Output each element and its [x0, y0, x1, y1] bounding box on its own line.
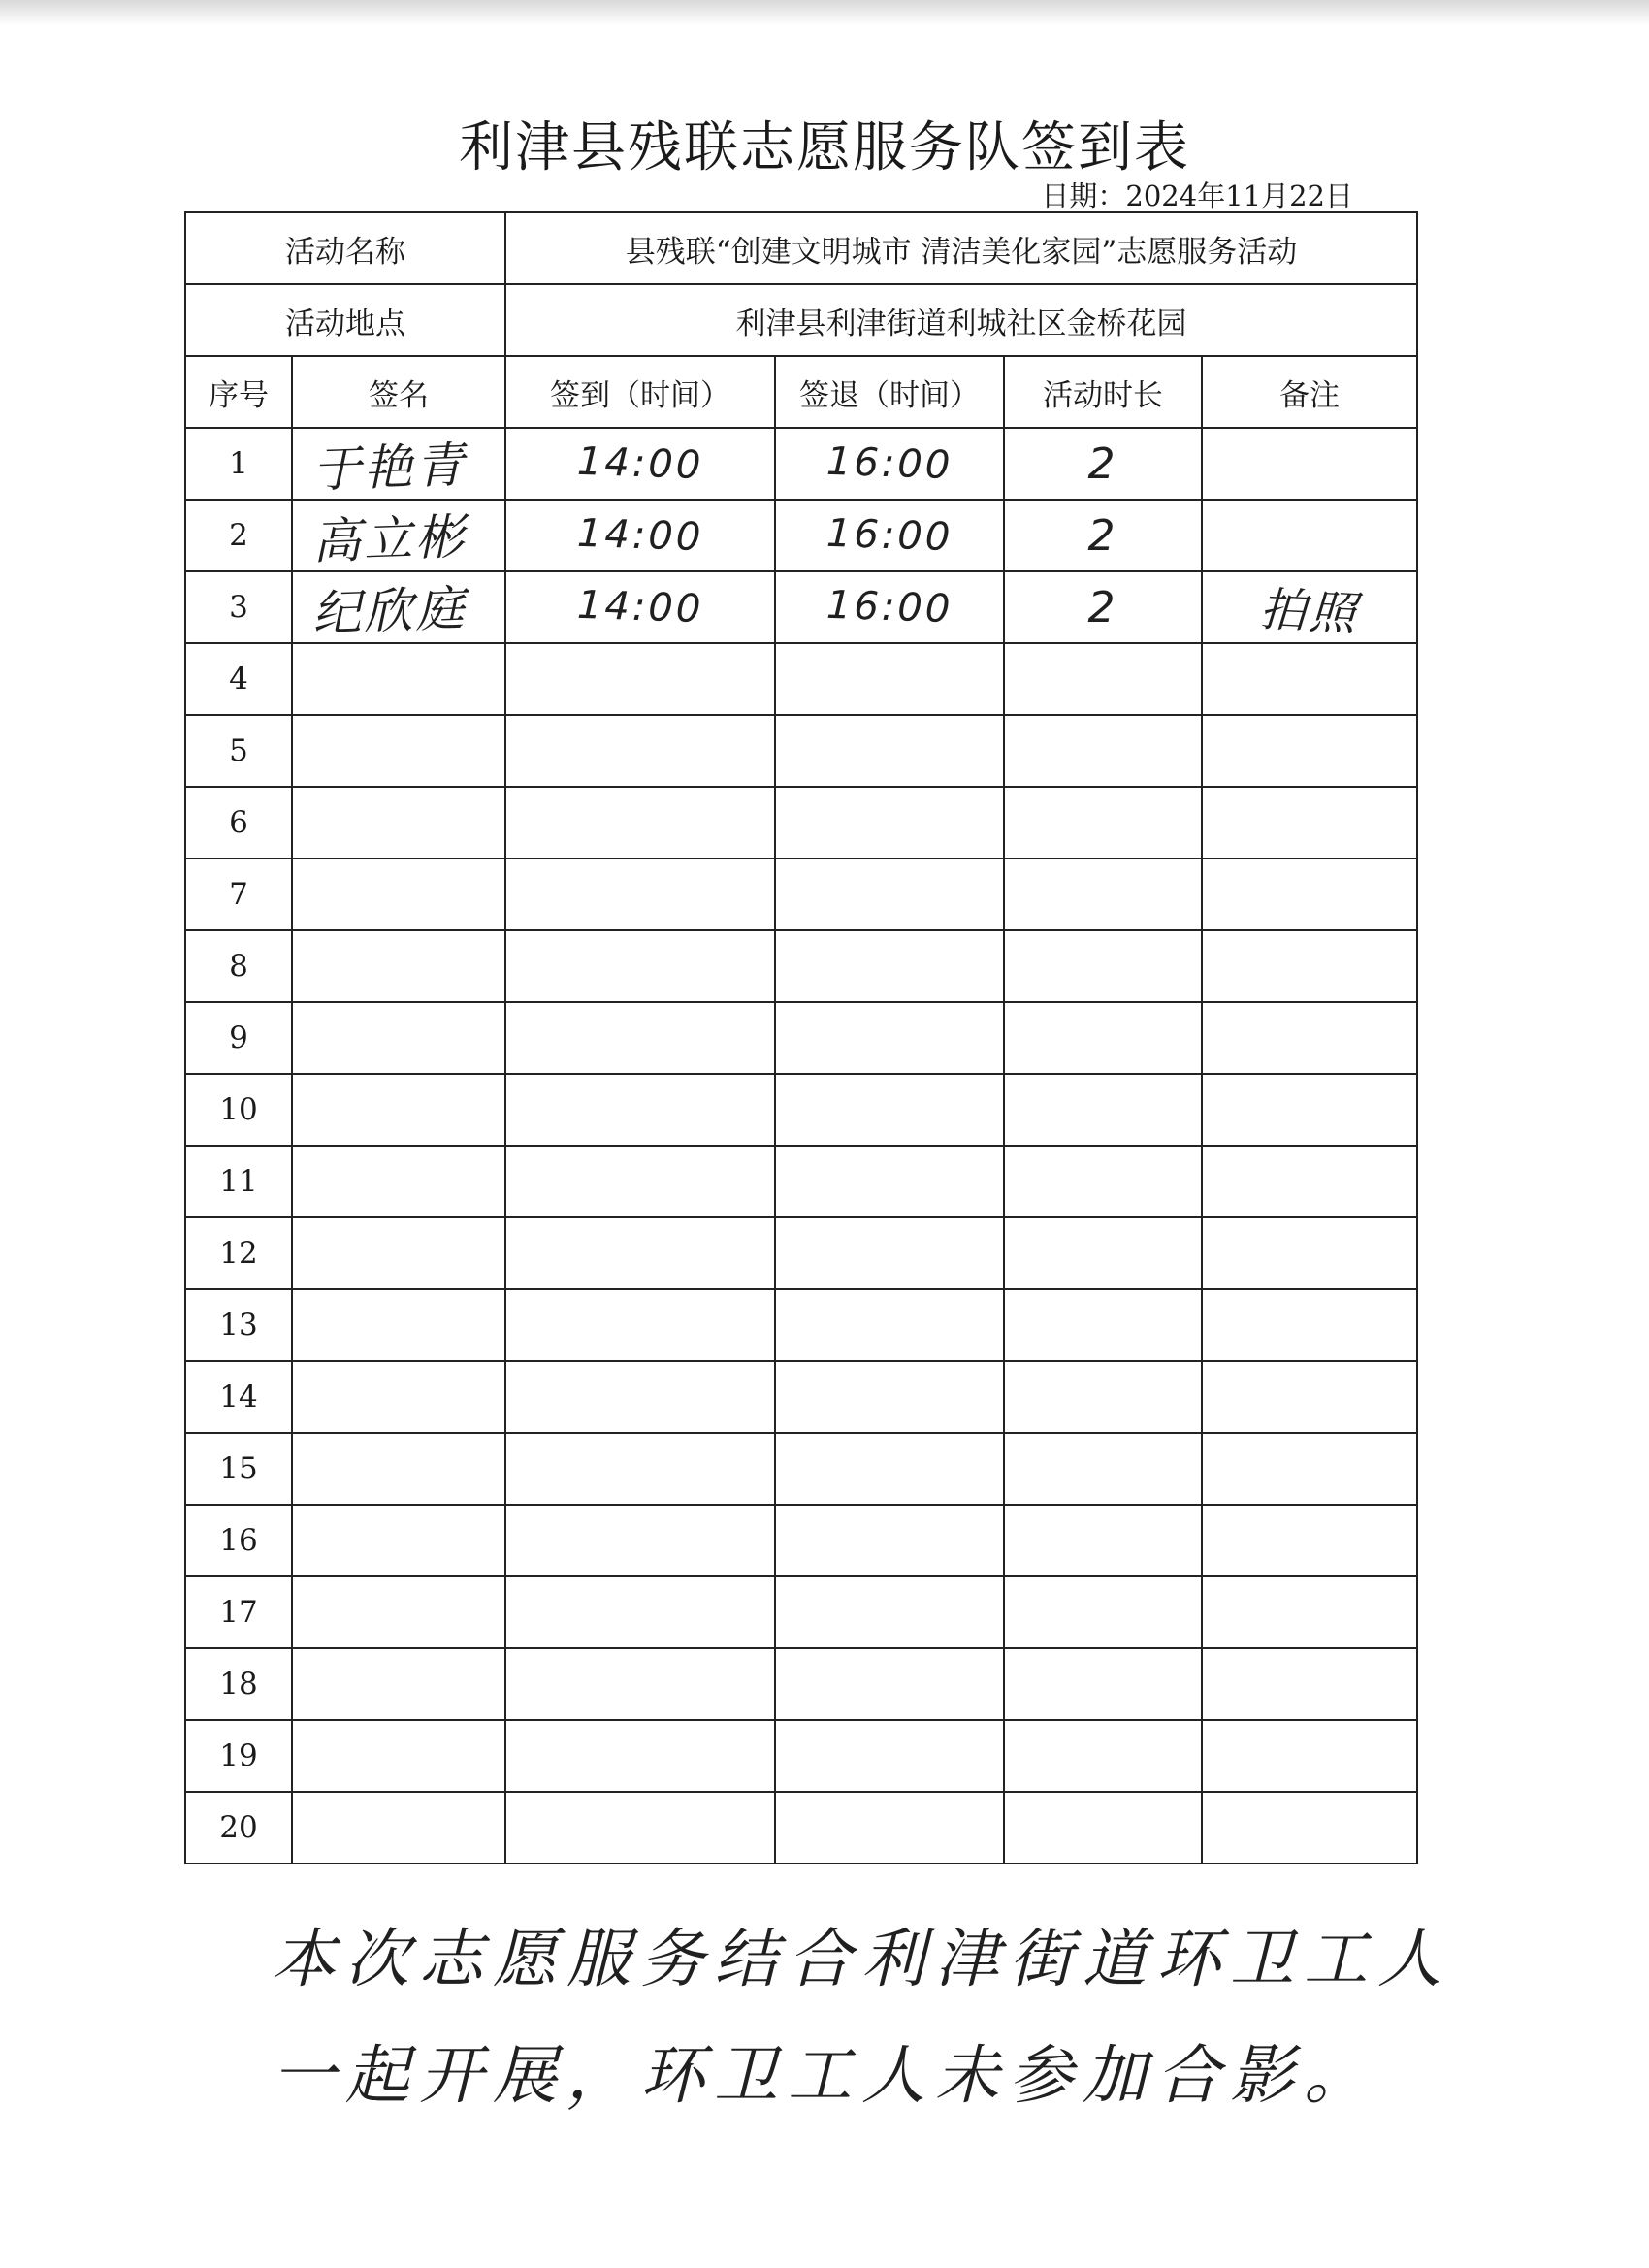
- note-cell: [1202, 1648, 1417, 1720]
- note-cell: [1202, 1002, 1417, 1074]
- row-number: 4: [185, 643, 292, 715]
- sign-out-cell: [775, 1505, 1004, 1576]
- column-header-sign-out: 签退（时间）: [775, 356, 1004, 428]
- sign-out-cell: [775, 1146, 1004, 1217]
- signature-cell: [292, 1576, 505, 1648]
- duration-cell: [1004, 859, 1202, 930]
- table-row: [185, 787, 1417, 859]
- table-header-row: [185, 356, 1417, 428]
- page-title: 利津县残联志愿服务队签到表: [459, 116, 1190, 179]
- sign-in-cell: [505, 859, 775, 930]
- note-cell: [1202, 859, 1417, 930]
- signature-cell: [292, 428, 505, 500]
- table-row: [185, 571, 1417, 643]
- note-cell: [1202, 1576, 1417, 1648]
- note-cell: [1202, 500, 1417, 571]
- row-number: 9: [185, 1002, 292, 1074]
- sign-in-cell: [505, 1074, 775, 1146]
- signature-handwriting: 高立彬: [310, 508, 468, 570]
- signature-cell: [292, 1433, 505, 1505]
- sign-out-cell: [775, 1217, 1004, 1289]
- row-number: 15: [185, 1433, 292, 1505]
- row-number: 10: [185, 1074, 292, 1146]
- sign-in-cell: [505, 1792, 775, 1863]
- note-handwriting: 拍照: [1258, 581, 1361, 642]
- sign-in-cell: [505, 1289, 775, 1361]
- signature-cell: [292, 1361, 505, 1433]
- signature-cell: [292, 1648, 505, 1720]
- sign-out-cell: [775, 859, 1004, 930]
- sign-in-cell: [505, 571, 775, 643]
- sign-in-cell: [505, 1433, 775, 1505]
- table-row: [185, 643, 1417, 715]
- signature-cell: [292, 1720, 505, 1792]
- sign-out-cell: [775, 1576, 1004, 1648]
- sign-in-cell: [505, 1648, 775, 1720]
- note-cell: [1202, 930, 1417, 1002]
- signature-cell: [292, 859, 505, 930]
- sign-in-cell: [505, 643, 775, 715]
- row-number: 5: [185, 715, 292, 787]
- activity-location-row: [185, 284, 1417, 356]
- table-row: [185, 1433, 1417, 1505]
- sign-in-cell: [505, 787, 775, 859]
- signature-cell: [292, 500, 505, 571]
- note-cell: [1202, 1505, 1417, 1576]
- sign-out-cell: [775, 1074, 1004, 1146]
- duration-cell: [1004, 1217, 1202, 1289]
- row-number: 3: [185, 571, 292, 643]
- sign-out-handwriting: 16:00: [825, 582, 954, 632]
- sign-in-handwriting: 14:00: [576, 510, 704, 561]
- duration-cell: [1004, 1002, 1202, 1074]
- duration-handwriting: 2: [1087, 582, 1118, 632]
- sheet-date: 日期：2024年11月22日: [1041, 179, 1353, 212]
- sign-out-cell: [775, 1002, 1004, 1074]
- note-cell: [1202, 1361, 1417, 1433]
- sign-in-cell: [505, 1576, 775, 1648]
- activity-location-label: 活动地点: [185, 284, 505, 356]
- note-cell: [1202, 428, 1417, 500]
- sign-in-table: [184, 211, 1418, 1864]
- sign-out-cell: [775, 1361, 1004, 1433]
- table-row: [185, 1289, 1417, 1361]
- sign-out-cell: [775, 1792, 1004, 1863]
- duration-cell: [1004, 787, 1202, 859]
- duration-cell: [1004, 1361, 1202, 1433]
- table-row: [185, 1217, 1417, 1289]
- duration-cell: [1004, 715, 1202, 787]
- sign-in-cell: [505, 1002, 775, 1074]
- table-row: [185, 1002, 1417, 1074]
- table-row: [185, 715, 1417, 787]
- table-row: [185, 1361, 1417, 1433]
- table-row: [185, 1792, 1417, 1863]
- handwritten-remarks: 本次志愿服务结合利津街道环卫工人一起开展，环卫工人未参加合影。: [272, 1922, 1451, 2113]
- table-row: [185, 428, 1417, 500]
- row-number: 13: [185, 1289, 292, 1361]
- sign-in-cell: [505, 1505, 775, 1576]
- signature-cell: [292, 1074, 505, 1146]
- sign-in-cell: [505, 428, 775, 500]
- sign-out-cell: [775, 1433, 1004, 1505]
- duration-cell: [1004, 1792, 1202, 1863]
- table-row: [185, 1146, 1417, 1217]
- signature-cell: [292, 1217, 505, 1289]
- activity-name-value: 县残联“创建文明城市 清洁美化家园”志愿服务活动: [505, 212, 1417, 284]
- row-number: 19: [185, 1720, 292, 1792]
- sign-in-handwriting: 14:00: [576, 582, 704, 632]
- sign-out-cell: [775, 643, 1004, 715]
- column-header-no: 序号: [185, 356, 292, 428]
- duration-cell: [1004, 1505, 1202, 1576]
- sign-out-handwriting: 16:00: [825, 510, 954, 561]
- sign-in-handwriting: 14:00: [576, 438, 704, 489]
- sign-out-cell: [775, 715, 1004, 787]
- signature-cell: [292, 571, 505, 643]
- activity-name-row: [185, 212, 1417, 284]
- note-cell: [1202, 1433, 1417, 1505]
- table-row: [185, 859, 1417, 930]
- table-row: [185, 500, 1417, 571]
- signature-cell: [292, 715, 505, 787]
- note-cell: [1202, 643, 1417, 715]
- note-cell: [1202, 715, 1417, 787]
- duration-cell: [1004, 1146, 1202, 1217]
- sign-out-cell: [775, 500, 1004, 571]
- sign-out-cell: [775, 1289, 1004, 1361]
- note-cell: [1202, 1074, 1417, 1146]
- sign-out-cell: [775, 571, 1004, 643]
- table-row: [185, 1648, 1417, 1720]
- signature-cell: [292, 1289, 505, 1361]
- sign-out-cell: [775, 428, 1004, 500]
- table-row: [185, 1505, 1417, 1576]
- row-number: 1: [185, 428, 292, 500]
- duration-handwriting: 2: [1087, 510, 1118, 561]
- duration-cell: [1004, 930, 1202, 1002]
- sign-out-handwriting: 16:00: [825, 438, 954, 489]
- table-row: [185, 930, 1417, 1002]
- sign-out-cell: [775, 1720, 1004, 1792]
- duration-cell: [1004, 1576, 1202, 1648]
- table-row: [185, 1576, 1417, 1648]
- sign-in-cell: [505, 1146, 775, 1217]
- signature-cell: [292, 1505, 505, 1576]
- table-row: [185, 1074, 1417, 1146]
- signature-cell: [292, 1002, 505, 1074]
- activity-location-value: 利津县利津街道利城社区金桥花园: [505, 284, 1417, 356]
- row-number: 7: [185, 859, 292, 930]
- duration-cell: [1004, 571, 1202, 643]
- note-cell: [1202, 1146, 1417, 1217]
- signature-handwriting: 纪欣庭: [310, 580, 468, 642]
- row-number: 6: [185, 787, 292, 859]
- sign-out-cell: [775, 787, 1004, 859]
- duration-cell: [1004, 643, 1202, 715]
- signature-cell: [292, 643, 505, 715]
- duration-cell: [1004, 1289, 1202, 1361]
- duration-cell: [1004, 500, 1202, 571]
- row-number: 20: [185, 1792, 292, 1863]
- row-number: 8: [185, 930, 292, 1002]
- scan-edge: [0, 0, 1649, 25]
- sign-in-cell: [505, 1361, 775, 1433]
- duration-cell: [1004, 1720, 1202, 1792]
- note-cell: [1202, 1792, 1417, 1863]
- row-number: 11: [185, 1146, 292, 1217]
- sign-out-cell: [775, 930, 1004, 1002]
- row-number: 2: [185, 500, 292, 571]
- sign-in-cell: [505, 500, 775, 571]
- signature-cell: [292, 930, 505, 1002]
- note-cell: [1202, 1217, 1417, 1289]
- row-number: 18: [185, 1648, 292, 1720]
- signature-handwriting: 于艳青: [310, 437, 468, 499]
- sign-in-cell: [505, 715, 775, 787]
- sign-in-cell: [505, 1720, 775, 1792]
- duration-cell: [1004, 1074, 1202, 1146]
- column-header-signature: 签名: [292, 356, 505, 428]
- table-row: [185, 1720, 1417, 1792]
- column-header-sign-in: 签到（时间）: [505, 356, 775, 428]
- row-number: 16: [185, 1505, 292, 1576]
- row-number: 14: [185, 1361, 292, 1433]
- signature-cell: [292, 787, 505, 859]
- duration-cell: [1004, 428, 1202, 500]
- signature-cell: [292, 1792, 505, 1863]
- signature-cell: [292, 1146, 505, 1217]
- note-cell: [1202, 787, 1417, 859]
- sign-out-cell: [775, 1648, 1004, 1720]
- duration-cell: [1004, 1648, 1202, 1720]
- note-cell: [1202, 571, 1417, 643]
- activity-name-label: 活动名称: [185, 212, 505, 284]
- sign-in-cell: [505, 930, 775, 1002]
- duration-cell: [1004, 1433, 1202, 1505]
- duration-handwriting: 2: [1087, 438, 1118, 489]
- row-number: 17: [185, 1576, 292, 1648]
- column-header-duration: 活动时长: [1004, 356, 1202, 428]
- note-cell: [1202, 1720, 1417, 1792]
- column-header-note: 备注: [1202, 356, 1417, 428]
- sign-in-cell: [505, 1217, 775, 1289]
- row-number: 12: [185, 1217, 292, 1289]
- note-cell: [1202, 1289, 1417, 1361]
